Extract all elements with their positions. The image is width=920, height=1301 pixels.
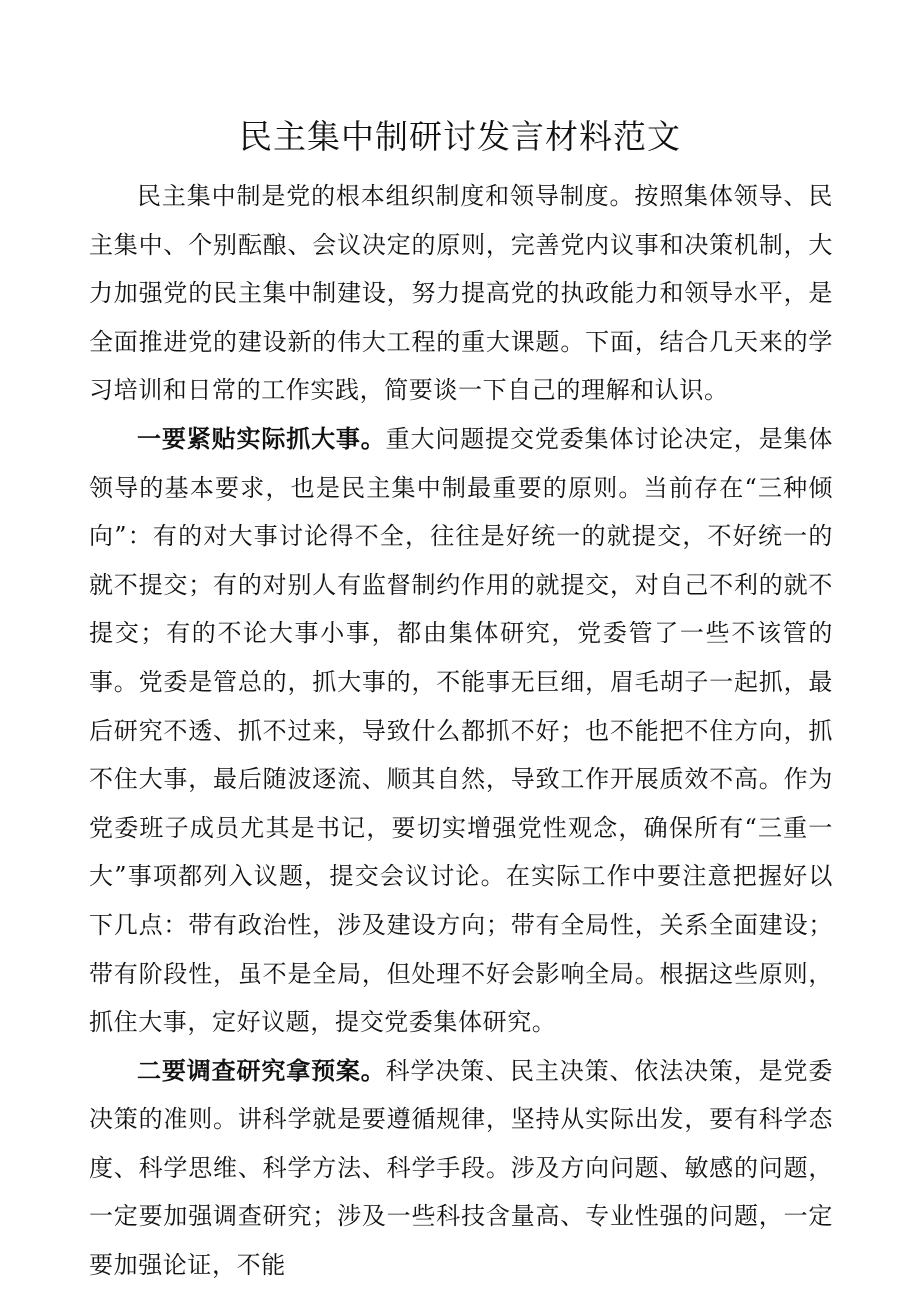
point-two-paragraph xyxy=(89,1047,833,1290)
intro-paragraph xyxy=(89,172,833,415)
point-two-heading: 二要调查研究拿预案。 xyxy=(137,1055,386,1085)
point-one-text: 重大问题提交党委集体讨论决定，是集体领导的基本要求，也是民主集中制最重要的原则。当前存在“三种倾向”：有的对大事讨论得不全，往往是好统一的就提交，不好统一的就不提交；有的对别人有监督制约作用的就提交，对自己不利的就不提交；有的不论大事小事，都由集体研究，党委管了一些不该管的事。党委是管总的，抓大事的，不能事无巨细，眉毛胡子一起抓，最后研究不透、抓不过来，导致什么都抓不好；也不能把不住方向，抓不住大事，最后随波逐流、顺其自然，导致工作开展质效不高。作为党委班子成员尤其是书记，要切实增强党性观念，确保所有“三重一大”事项都列入议题，提交会议讨论。在实际工作中要注意把握好以下几点：带有政治性，涉及建设方向；带有全局性，关系全面建设；带有阶段性，虽不是全局，但处理不好会影响全局。根据这些原则，抓住大事，定好议题，提交党委集体研究。 xyxy=(89,424,833,1037)
point-two-text: 科学决策、民主决策、依法决策，是党委决策的准则。讲科学就是要遵循规律，坚持从实际出发，要有科学态度、科学思维、科学方法、科学手段。涉及方向问题、敏感的问题，一定要加强调查研究；涉及一些科技含量高、专业性强的问题，一定要加强论证，不能 xyxy=(89,1056,833,1280)
document-body xyxy=(89,172,833,1290)
point-one-heading: 一要紧贴实际抓大事。 xyxy=(137,423,386,453)
document-title: 民主集中制研讨发言材料范文 xyxy=(239,117,681,156)
intro-paragraph-text: 民主集中制是党的根本组织制度和领导制度。按照集体领导、民主集中、个别酝酿、会议决定的原则，完善党内议事和决策机制，大力加强党的民主集中制建设，努力提高党的执政能力和领导水平，是全面推进党的建设新的伟大工程的重大课题。下面，结合几天来的学习培训和日常的工作实践，简要谈一下自己的理解和认识。 xyxy=(89,182,833,405)
point-one-paragraph xyxy=(89,415,833,1047)
